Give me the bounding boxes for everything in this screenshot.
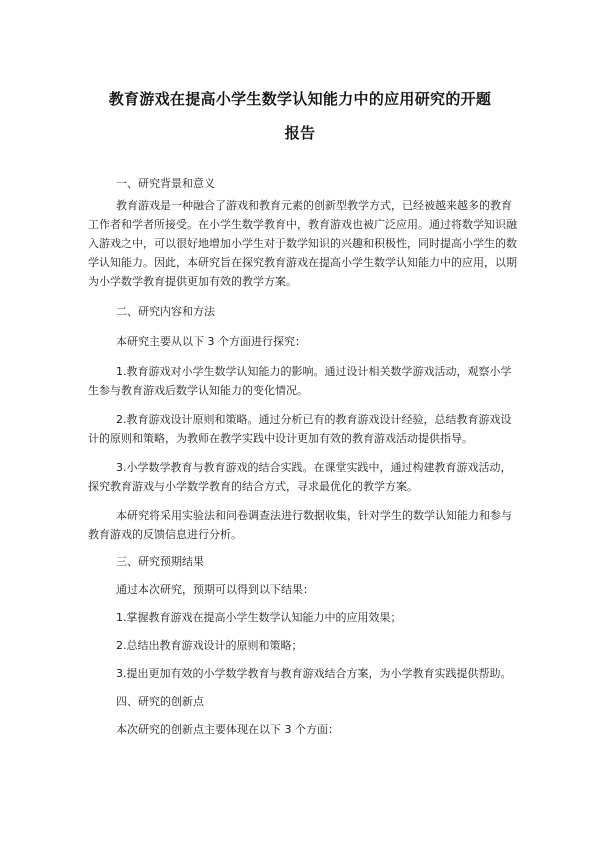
section3-item2: 2.总结出教育游戏设计的原则和策略； [116,639,303,652]
document-title-line1: 教育游戏在提高小学生数学认知能力中的应用研究的开题 [108,90,492,108]
section3-heading: 三、研究预期结果 [116,555,204,568]
section1-heading: 一、研究背景和意义 [116,177,215,190]
section4-heading: 四、研究的创新点 [116,695,204,708]
section3-item3: 3.提出更加有效的小学数学教育与教育游戏结合方案，为小学教育实践提供帮助。 [116,667,512,680]
section2-method: 本研究将采用实验法和问卷调查法进行数据收集，针对学生的数学认知能力和参与教育游戏的反馈信息进行分析。 [88,509,512,541]
section2-intro: 本研究主要从以下 3 个方面进行探究： [116,335,306,348]
section3-intro: 通过本次研究，预期可以得到以下结果： [116,583,314,596]
section4-intro: 本次研究的创新点主要体现在以下 3 个方面： [116,723,339,736]
document-title-line2: 报告 [284,124,316,142]
section2-item2: 2.教育游戏设计原则和策略。通过分析已有的教育游戏设计经验，总结教育游戏设计的原则和策略，为教师在教学实践中设计更加有效的教育游戏活动提供指导。 [88,413,512,445]
section1-paragraph: 教育游戏是一种融合了游戏和教育元素的创新型教学方式，已经被越来越多的教育工作者和学者所接受。在小学生数学教育中，教育游戏也被广泛应用。通过将数学知识融入游戏之中，可以很好地增加小学生对于数学知识的兴趣和积极性，同时提高小学生的数学认知能力。因此，本研究旨在探究教育游戏在提高小学生数学认知能力中的应用，以期为小学数学教育提供更加有效的教学方案。 [88,199,517,288]
section2-item1: 1.教育游戏对小学生数学认知能力的影响。通过设计相关数学游戏活动，观察小学生参与教育游戏后数学认知能力的变化情况。 [88,365,512,397]
section2-item3: 3.小学数学教育与教育游戏的结合实践。在课堂实践中，通过构建教育游戏活动，探究教育游戏与小学数学教育的结合方式，寻求最优化的教学方案。 [88,461,512,493]
section2-heading: 二、研究内容和方法 [116,305,215,318]
section3-item1: 1.掌握教育游戏在提高小学生数学认知能力中的应用效果； [116,611,402,624]
